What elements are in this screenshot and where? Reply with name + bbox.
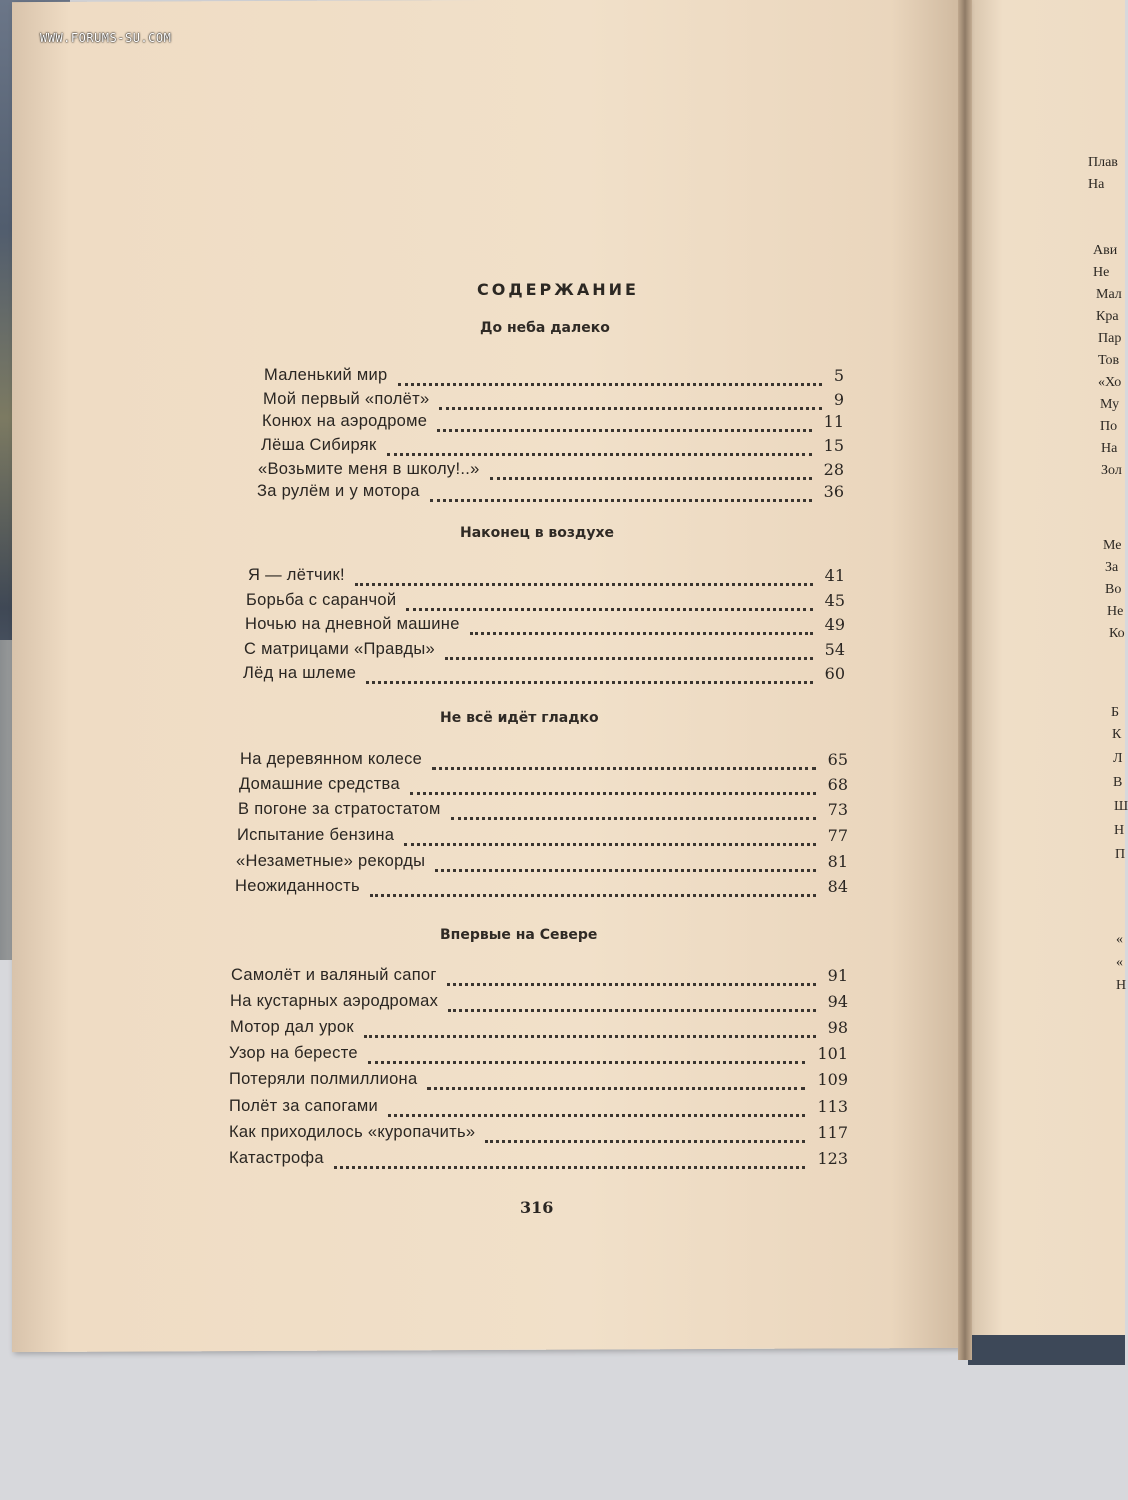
right-page-fragment: Мал bbox=[1096, 287, 1122, 302]
dot-leader bbox=[368, 1039, 805, 1064]
toc-entry-title: Неожиданность bbox=[235, 877, 360, 895]
dot-leader bbox=[432, 745, 816, 770]
dot-leader bbox=[447, 961, 816, 986]
right-page-fragment: Не bbox=[1107, 604, 1124, 619]
toc-entry-page: 84 bbox=[827, 877, 848, 896]
dot-leader bbox=[445, 635, 813, 660]
right-page-fragment: Плав bbox=[1088, 155, 1118, 170]
toc-entry-title: Как приходилось «куропачить» bbox=[229, 1123, 476, 1141]
dot-leader bbox=[334, 1144, 805, 1169]
toc-entry-title: Мой первый «полёт» bbox=[263, 390, 430, 408]
toc-entry-title: Потеряли полмиллиона bbox=[229, 1070, 418, 1088]
toc-entry-page: 36 bbox=[823, 482, 844, 501]
dot-leader bbox=[406, 586, 813, 611]
book-spine bbox=[958, 0, 972, 1360]
toc-entry-page: 9 bbox=[833, 390, 844, 409]
toc-entry-title: Катастрофа bbox=[229, 1149, 324, 1167]
right-page-fragment: Пар bbox=[1098, 331, 1122, 346]
toc-entry-page: 94 bbox=[827, 992, 848, 1011]
toc-entry-title: Ночью на дневной машине bbox=[245, 615, 460, 633]
toc-entry-title: На деревянном колесе bbox=[240, 750, 423, 768]
section-heading: До неба далеко bbox=[480, 320, 610, 336]
right-page-fragment: «Хо bbox=[1098, 375, 1122, 390]
toc-entry-title: На кустарных аэродромах bbox=[230, 992, 439, 1010]
right-page-fragment: Кра bbox=[1096, 309, 1119, 324]
toc-entry-page: 28 bbox=[823, 460, 844, 479]
toc-entry-title: Узор на бересте bbox=[229, 1044, 358, 1062]
toc-entry-title: Лёша Сибиряк bbox=[261, 436, 377, 454]
right-page-fragment: Л bbox=[1113, 751, 1123, 766]
right-page-fragment: Ме bbox=[1103, 538, 1122, 553]
right-page-fragment: В bbox=[1113, 775, 1123, 790]
page-number: 316 bbox=[520, 1198, 554, 1217]
right-page-fragment: Не bbox=[1093, 265, 1110, 280]
toc-entry-title: Конюх на аэродроме bbox=[262, 412, 428, 430]
toc-entry-page: 68 bbox=[827, 775, 848, 794]
dot-leader bbox=[387, 431, 812, 456]
toc-entry-title: За рулём и у мотора bbox=[257, 482, 420, 500]
toc-entry-page: 49 bbox=[824, 615, 845, 634]
dot-leader bbox=[410, 770, 816, 795]
toc-entry bbox=[229, 1070, 848, 1094]
toc-entry-title: «Незаметные» рекорды bbox=[236, 852, 426, 870]
dot-leader bbox=[437, 407, 812, 432]
toc-entry bbox=[257, 482, 844, 506]
dot-leader bbox=[485, 1118, 805, 1143]
right-page-fragment: П bbox=[1115, 847, 1126, 862]
dot-leader bbox=[364, 1013, 816, 1038]
toc-entry-title: Мотор дал урок bbox=[230, 1018, 354, 1036]
dot-leader bbox=[430, 477, 812, 502]
right-page-fragment: Ш bbox=[1114, 799, 1128, 814]
toc-entry-page: 11 bbox=[823, 412, 844, 431]
right-page-fragment: « bbox=[1116, 932, 1123, 947]
right-page-fragment: Н bbox=[1114, 823, 1125, 838]
right-page-fragment: Б bbox=[1111, 705, 1120, 720]
section-heading: Не всё идёт гладко bbox=[440, 710, 599, 726]
right-page-fragment: Тов bbox=[1098, 353, 1120, 368]
toc-entry-page: 45 bbox=[824, 591, 845, 610]
right-page-fragment: Н bbox=[1116, 978, 1127, 993]
dot-leader bbox=[427, 1065, 805, 1090]
right-page-fragment: Зол bbox=[1101, 463, 1122, 478]
toc-entry bbox=[229, 1149, 848, 1173]
toc-entry-page: 60 bbox=[824, 664, 845, 683]
toc-entry-page: 98 bbox=[827, 1018, 848, 1037]
dot-leader bbox=[470, 610, 813, 635]
right-page-fragment: Во bbox=[1105, 582, 1122, 597]
toc-entry-page: 65 bbox=[827, 750, 848, 769]
right-page-fragment: Ко bbox=[1109, 626, 1125, 641]
toc-entry-title: «Возьмите меня в школу!..» bbox=[258, 460, 480, 478]
toc-entry-page: 15 bbox=[823, 436, 844, 455]
dot-leader bbox=[366, 659, 813, 684]
right-page-fragment: Ави bbox=[1093, 243, 1118, 258]
right-page bbox=[972, 0, 1125, 1335]
toc-entry-title: В погоне за стратостатом bbox=[238, 800, 441, 818]
toc-entry-page: 41 bbox=[824, 566, 845, 585]
toc-entry-page: 5 bbox=[833, 366, 844, 385]
toc-entry-page: 109 bbox=[817, 1070, 848, 1089]
dot-leader bbox=[388, 1092, 805, 1117]
toc-entry-page: 91 bbox=[827, 966, 848, 985]
toc-entry-title: Я — лётчик! bbox=[248, 566, 345, 584]
dot-leader bbox=[398, 361, 822, 386]
toc-entry-page: 117 bbox=[817, 1123, 848, 1142]
right-page-fragment: За bbox=[1105, 560, 1119, 575]
toc-entry-page: 81 bbox=[827, 852, 848, 871]
toc-entry-page: 54 bbox=[824, 640, 845, 659]
dot-leader bbox=[355, 561, 813, 586]
dot-leader bbox=[404, 821, 816, 846]
toc-entry-title: Домашние средства bbox=[239, 775, 400, 793]
watermark: WWW.FORUMS-SU.COM bbox=[40, 31, 172, 45]
toc-entry-title: Борьба с саранчой bbox=[246, 591, 397, 609]
right-page-fragment: Му bbox=[1100, 397, 1120, 412]
right-page-fragment: На bbox=[1088, 177, 1105, 192]
toc-entry-page: 73 bbox=[827, 800, 848, 819]
section-heading: Наконец в воздухе bbox=[460, 525, 615, 541]
toc-entry-page: 113 bbox=[817, 1097, 848, 1116]
toc-entry-title: Полёт за сапогами bbox=[229, 1097, 378, 1115]
dot-leader bbox=[448, 987, 816, 1012]
right-page-fragment: К bbox=[1112, 727, 1122, 742]
right-page-fragment: По bbox=[1100, 419, 1118, 434]
toc-entry-page: 123 bbox=[817, 1149, 848, 1168]
toc-entry-title: Испытание бензина bbox=[237, 826, 395, 844]
section-heading: Впервые на Севере bbox=[440, 927, 598, 943]
toc-entry-title: С матрицами «Правды» bbox=[244, 640, 436, 658]
right-page-fragment: На bbox=[1101, 441, 1118, 456]
toc-entry-title: Лёд на шлеме bbox=[243, 664, 357, 682]
toc-entry bbox=[235, 877, 848, 901]
toc-entry bbox=[243, 664, 845, 688]
toc-entry-page: 101 bbox=[817, 1044, 848, 1063]
toc-title: СОДЕРЖАНИЕ bbox=[477, 280, 639, 299]
toc-entry-title: Самолёт и валяный сапог bbox=[231, 966, 437, 984]
toc-entry-page: 77 bbox=[827, 826, 848, 845]
dot-leader bbox=[451, 795, 816, 820]
dot-leader bbox=[370, 872, 816, 897]
dot-leader bbox=[435, 847, 816, 872]
right-page-fragment: « bbox=[1116, 955, 1123, 970]
toc-entry-title: Маленький мир bbox=[264, 366, 388, 384]
